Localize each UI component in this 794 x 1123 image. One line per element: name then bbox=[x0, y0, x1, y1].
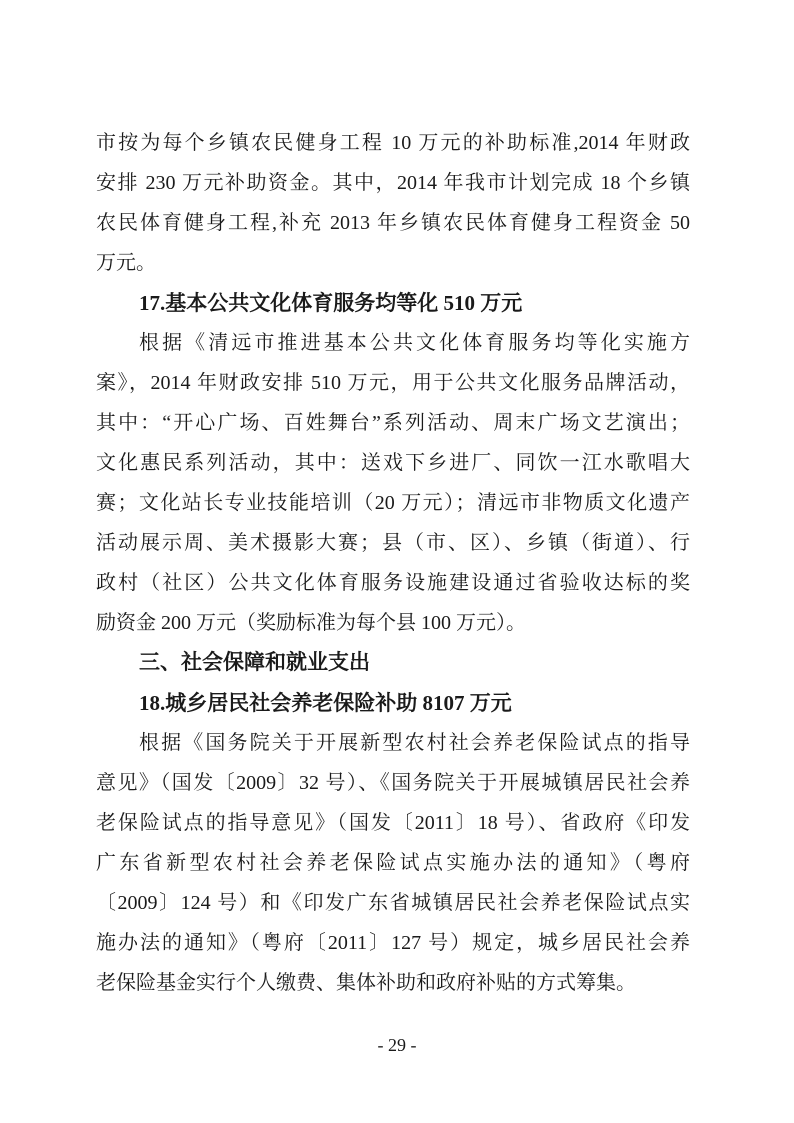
page-number: - 29 - bbox=[377, 1035, 417, 1055]
text-line: 活动展示周、美术摄影大赛；县（市、区）、乡镇（街道）、行 bbox=[96, 532, 690, 554]
document-body bbox=[96, 123, 690, 1003]
text-line: 老保险试点的指导意见》（国发〔2011〕18 号）、省政府《印发 bbox=[96, 812, 690, 834]
text-line: 广东省新型农村社会养老保险试点实施办法的通知》（粤府 bbox=[96, 852, 690, 874]
text-line: 安排 230 万元补助资金。其中，2014 年我市计划完成 18 个乡镇 bbox=[96, 172, 690, 194]
text-line: 意见》（国发〔2009〕32 号）、《国务院关于开展城镇居民社会养 bbox=[96, 772, 690, 794]
text-line: 万元。 bbox=[96, 252, 156, 274]
text-line: 老保险基金实行个人缴费、集体补助和政府补贴的方式筹集。 bbox=[96, 972, 636, 994]
text-line: 政村（社区）公共文化体育服务设施建设通过省验收达标的奖 bbox=[96, 572, 690, 594]
text-line: 农民体育健身工程,补充 2013 年乡镇农民体育健身工程资金 50 bbox=[96, 212, 690, 234]
section-heading-18: 18.城乡居民社会养老保险补助 8107 万元 bbox=[139, 691, 512, 715]
text-line: 文化惠民系列活动，其中：送戏下乡进厂、同饮一江水歌唱大 bbox=[96, 452, 690, 474]
text-line: 案》，2014 年财政安排 510 万元，用于公共文化服务品牌活动， bbox=[96, 372, 690, 394]
text-line: 根据《清远市推进基本公共文化体育服务均等化实施方 bbox=[139, 332, 690, 354]
text-line: 其中：“开心广场、百姓舞台”系列活动、周末广场文艺演出； bbox=[96, 412, 690, 434]
text-line: 根据《国务院关于开展新型农村社会养老保险试点的指导 bbox=[139, 732, 690, 754]
section-heading-17: 17.基本公共文化体育服务均等化 510 万元 bbox=[139, 291, 523, 315]
text-line: 赛；文化站长专业技能培训（20 万元）；清远市非物质文化遗产 bbox=[96, 492, 690, 514]
text-line: 市按为每个乡镇农民健身工程 10 万元的补助标准,2014 年财政 bbox=[96, 132, 690, 154]
section-heading-social-security: 三、社会保障和就业支出 bbox=[139, 651, 370, 674]
text-line: 施办法的通知》（粤府〔2011〕127 号）规定，城乡居民社会养 bbox=[96, 932, 690, 954]
text-line: 励资金 200 万元（奖励标准为每个县 100 万元）。 bbox=[96, 612, 526, 634]
text-line: 〔2009〕124 号）和《印发广东省城镇居民社会养老保险试点实 bbox=[96, 892, 690, 914]
